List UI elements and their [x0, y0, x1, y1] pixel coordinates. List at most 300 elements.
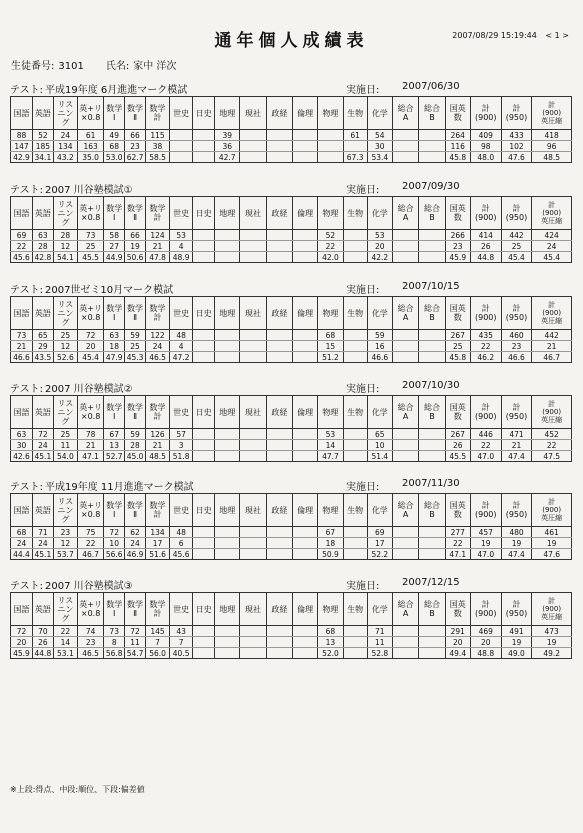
test-name: 2007 川谷塾模試② — [44, 384, 133, 395]
column-header: 英+リ ×0.8 — [77, 197, 103, 230]
score-cell — [392, 352, 418, 363]
test-name: 平成19年度 11月進進マーク模試 — [44, 482, 194, 493]
score-cell: 264 — [445, 130, 470, 141]
column-header: 数学 Ⅱ — [125, 297, 146, 330]
test-name-line — [10, 478, 194, 493]
column-header: 化学 — [367, 197, 392, 230]
score-cell: 71 — [367, 626, 392, 637]
score-cell: 52.6 — [53, 352, 77, 363]
score-cell: 44.8 — [32, 648, 53, 659]
rank-row — [11, 241, 572, 252]
score-cell: 35.0 — [77, 152, 103, 163]
score-cell: 52.7 — [104, 451, 125, 462]
column-header: 総合 B — [419, 593, 445, 626]
score-cell — [215, 429, 240, 440]
score-cell: 51.2 — [318, 352, 343, 363]
score-cell: 15 — [318, 341, 343, 352]
column-header: 生物 — [343, 494, 367, 527]
rank-row — [11, 637, 572, 648]
score-cell — [240, 440, 266, 451]
score-cell: 25 — [53, 330, 77, 341]
score-cell: 48.5 — [145, 451, 169, 462]
score-cell — [215, 538, 240, 549]
score-cell: 452 — [532, 429, 572, 440]
score-cell: 29 — [32, 341, 53, 352]
score-cell: 47.7 — [318, 451, 343, 462]
score-cell: 45.8 — [445, 152, 470, 163]
score-cell: 22 — [11, 241, 33, 252]
score-cell — [343, 241, 367, 252]
score-cell: 52.0 — [318, 648, 343, 659]
score-cell — [293, 429, 318, 440]
score-cell: 23 — [77, 637, 103, 648]
score-cell — [419, 230, 445, 241]
score-cell: 17 — [367, 538, 392, 549]
column-header: 世史 — [170, 297, 193, 330]
score-row — [11, 527, 572, 538]
score-cell: 22 — [470, 341, 501, 352]
header-row — [11, 396, 572, 429]
score-cell — [215, 549, 240, 560]
score-cell — [266, 141, 292, 152]
score-cell — [266, 429, 292, 440]
test-name-line — [10, 181, 133, 196]
score-cell: 11 — [53, 440, 77, 451]
score-cell: 72 — [11, 626, 33, 637]
column-header: 総合 A — [392, 197, 418, 230]
column-header: 数学 計 — [145, 494, 169, 527]
score-cell — [419, 538, 445, 549]
test-header — [10, 379, 572, 395]
column-header: 英+リ ×0.8 — [77, 97, 103, 130]
score-cell: 44.4 — [11, 549, 33, 560]
score-cell: 61 — [343, 130, 367, 141]
score-cell: 480 — [501, 527, 532, 538]
score-cell: 34.1 — [32, 152, 53, 163]
score-cell: 457 — [470, 527, 501, 538]
score-cell: 12 — [53, 538, 77, 549]
score-cell — [419, 549, 445, 560]
rank-row — [11, 341, 572, 352]
score-cell — [193, 637, 215, 648]
column-header: 現社 — [240, 97, 266, 130]
score-cell: 75 — [77, 527, 103, 538]
column-header: 地理 — [215, 494, 240, 527]
column-header: 英+リ ×0.8 — [77, 297, 103, 330]
score-cell — [293, 352, 318, 363]
score-cell — [240, 538, 266, 549]
score-cell: 433 — [501, 130, 532, 141]
score-cell: 446 — [470, 429, 501, 440]
score-cell: 72 — [104, 527, 125, 538]
score-cell — [293, 252, 318, 263]
column-header: 計 (900) 英圧縮 — [532, 197, 572, 230]
score-cell — [240, 527, 266, 538]
score-cell: 45.6 — [11, 252, 33, 263]
score-cell — [193, 352, 215, 363]
column-header: 国英 数 — [445, 494, 470, 527]
score-cell: 147 — [11, 141, 33, 152]
timestamp-value: 2007/08/29 15:19:44 — [452, 31, 537, 40]
score-cell — [266, 648, 292, 659]
test-date: 2007/11/30 — [402, 478, 460, 489]
column-header: 現社 — [240, 593, 266, 626]
score-cell — [193, 549, 215, 560]
score-cell: 45.4 — [532, 252, 572, 263]
score-cell: 21 — [77, 440, 103, 451]
score-cell: 163 — [77, 141, 103, 152]
score-cell — [343, 330, 367, 341]
score-cell — [293, 538, 318, 549]
score-cell: 52.8 — [367, 648, 392, 659]
column-header: 日史 — [193, 593, 215, 626]
score-cell — [215, 637, 240, 648]
score-cell — [215, 451, 240, 462]
score-cell: 43.5 — [32, 352, 53, 363]
score-cell — [240, 451, 266, 462]
score-cell — [343, 451, 367, 462]
score-cell: 28 — [125, 440, 146, 451]
column-header: 数学 計 — [145, 297, 169, 330]
header-row — [11, 297, 572, 330]
score-cell: 24 — [11, 538, 33, 549]
score-cell — [343, 527, 367, 538]
score-cell: 20 — [11, 637, 33, 648]
score-cell: 48.0 — [470, 152, 501, 163]
score-cell — [318, 152, 343, 163]
score-cell: 19 — [501, 538, 532, 549]
score-cell — [240, 130, 266, 141]
column-header: 計 (950) — [501, 494, 532, 527]
column-header: 数学 Ⅰ — [104, 197, 125, 230]
score-cell: 442 — [532, 330, 572, 341]
score-cell: 11 — [367, 637, 392, 648]
score-cell — [293, 451, 318, 462]
score-cell: 46.7 — [532, 352, 572, 363]
column-header: 総合 A — [392, 494, 418, 527]
score-cell: 19 — [532, 538, 572, 549]
column-header: 生物 — [343, 593, 367, 626]
score-cell — [215, 626, 240, 637]
column-header: 倫理 — [293, 197, 318, 230]
column-header: 日史 — [193, 197, 215, 230]
score-cell — [170, 152, 193, 163]
score-cell: 54 — [367, 130, 392, 141]
column-header: 政経 — [266, 97, 292, 130]
score-cell: 68 — [104, 141, 125, 152]
score-cell: 22 — [318, 241, 343, 252]
test-date: 2007/10/30 — [402, 380, 460, 391]
page-title: 通年個人成績表 — [214, 31, 369, 51]
score-cell: 14 — [318, 440, 343, 451]
score-cell: 24 — [53, 130, 77, 141]
column-header: 国語 — [11, 197, 33, 230]
score-cell: 43.2 — [53, 152, 77, 163]
score-cell — [215, 527, 240, 538]
score-table — [10, 196, 572, 263]
score-cell: 58 — [104, 230, 125, 241]
score-row — [11, 130, 572, 141]
column-header: 地理 — [215, 396, 240, 429]
score-cell: 461 — [532, 527, 572, 538]
score-cell: 25 — [77, 241, 103, 252]
column-header: 数学 計 — [145, 396, 169, 429]
score-cell: 491 — [501, 626, 532, 637]
score-cell: 291 — [445, 626, 470, 637]
column-header: 地理 — [215, 593, 240, 626]
column-header: 数学 Ⅰ — [104, 297, 125, 330]
column-header: 計 (900) — [470, 297, 501, 330]
score-cell: 435 — [470, 330, 501, 341]
score-cell: 49.0 — [501, 648, 532, 659]
score-cell: 67 — [104, 429, 125, 440]
score-cell — [240, 330, 266, 341]
test-header — [10, 576, 572, 592]
score-cell: 185 — [32, 141, 53, 152]
column-header: 物理 — [318, 197, 343, 230]
score-cell: 47.6 — [501, 152, 532, 163]
score-cell: 48 — [170, 527, 193, 538]
score-cell: 471 — [501, 429, 532, 440]
score-cell: 51.4 — [367, 451, 392, 462]
score-cell: 49.2 — [532, 648, 572, 659]
score-cell: 19 — [532, 637, 572, 648]
score-cell: 7 — [170, 637, 193, 648]
column-header: 倫理 — [293, 396, 318, 429]
score-cell: 6 — [170, 538, 193, 549]
column-header: リス ニング — [53, 97, 77, 130]
score-cell: 267 — [445, 429, 470, 440]
deviation-row — [11, 152, 572, 163]
score-cell: 45.5 — [445, 451, 470, 462]
score-cell — [419, 130, 445, 141]
score-cell: 68 — [318, 626, 343, 637]
column-header: 化学 — [367, 494, 392, 527]
test-label: テスト: — [10, 482, 43, 493]
column-header: 国英 数 — [445, 396, 470, 429]
score-cell: 21 — [145, 440, 169, 451]
column-header: 化学 — [367, 593, 392, 626]
column-header: 計 (900) — [470, 494, 501, 527]
test-name: 2007世ゼミ10月マーク模試 — [44, 285, 174, 296]
score-table — [10, 96, 572, 163]
score-cell: 54.0 — [53, 451, 77, 462]
score-cell: 47.5 — [532, 451, 572, 462]
score-cell: 126 — [145, 429, 169, 440]
score-cell — [343, 440, 367, 451]
score-cell: 20 — [445, 637, 470, 648]
score-cell — [193, 440, 215, 451]
score-cell — [193, 152, 215, 163]
score-cell — [193, 130, 215, 141]
column-header: 英語 — [32, 396, 53, 429]
column-header: 総合 B — [419, 396, 445, 429]
score-cell: 414 — [470, 230, 501, 241]
score-cell: 49.4 — [445, 648, 470, 659]
column-header: 計 (900) 英圧縮 — [532, 396, 572, 429]
column-header: 数学 計 — [145, 97, 169, 130]
student-name: 家中 洋次 — [133, 61, 177, 72]
footnote: ※上段:得点、中段:順位、下段:偏差値 — [10, 785, 145, 794]
score-cell: 30 — [367, 141, 392, 152]
score-cell: 47.0 — [470, 549, 501, 560]
score-cell: 59 — [367, 330, 392, 341]
score-cell — [392, 440, 418, 451]
score-cell: 23 — [125, 141, 146, 152]
score-cell: 46.7 — [77, 549, 103, 560]
rank-row — [11, 440, 572, 451]
column-header: 数学 Ⅱ — [125, 593, 146, 626]
score-cell: 46.2 — [470, 352, 501, 363]
deviation-row — [11, 549, 572, 560]
column-header: 総合 A — [392, 97, 418, 130]
column-header: 国英 数 — [445, 97, 470, 130]
score-cell: 45.8 — [445, 352, 470, 363]
score-cell — [392, 538, 418, 549]
test-label: テスト: — [10, 581, 43, 592]
score-cell: 51.8 — [170, 451, 193, 462]
test-name: 平成19年度 6月進進マーク模試 — [44, 85, 188, 96]
score-cell — [392, 130, 418, 141]
test-date: 2007/12/15 — [402, 577, 460, 588]
score-cell: 54.7 — [125, 648, 146, 659]
column-header: 国英 数 — [445, 197, 470, 230]
score-cell: 21 — [145, 241, 169, 252]
date-label: 実施日: — [346, 581, 380, 592]
score-cell: 19 — [125, 241, 146, 252]
score-cell — [215, 241, 240, 252]
score-cell — [392, 152, 418, 163]
score-cell: 67.3 — [343, 152, 367, 163]
date-label: 実施日: — [346, 185, 380, 196]
score-cell: 18 — [104, 341, 125, 352]
score-cell: 267 — [445, 330, 470, 341]
test-header — [10, 180, 572, 196]
score-cell — [392, 648, 418, 659]
score-cell — [419, 252, 445, 263]
score-cell: 47.6 — [532, 549, 572, 560]
score-cell: 65 — [32, 330, 53, 341]
score-cell: 8 — [104, 637, 125, 648]
score-cell: 42.9 — [11, 152, 33, 163]
score-cell: 24 — [145, 341, 169, 352]
score-cell: 24 — [32, 538, 53, 549]
score-cell: 49 — [104, 130, 125, 141]
score-cell: 46.9 — [125, 549, 146, 560]
score-cell: 53.4 — [367, 152, 392, 163]
score-cell — [266, 352, 292, 363]
score-cell: 22 — [445, 538, 470, 549]
score-cell: 52 — [32, 130, 53, 141]
score-cell: 45.0 — [125, 451, 146, 462]
score-cell: 42.6 — [11, 451, 33, 462]
score-cell: 72 — [125, 626, 146, 637]
score-cell — [193, 648, 215, 659]
score-cell — [293, 130, 318, 141]
column-header: 総合 B — [419, 97, 445, 130]
column-header: 倫理 — [293, 297, 318, 330]
score-cell: 48 — [170, 330, 193, 341]
column-header: 国語 — [11, 494, 33, 527]
column-header: 英語 — [32, 97, 53, 130]
score-cell: 473 — [532, 626, 572, 637]
score-cell: 469 — [470, 626, 501, 637]
column-header: 数学 Ⅱ — [125, 396, 146, 429]
score-cell — [193, 241, 215, 252]
score-cell — [343, 230, 367, 241]
score-cell — [318, 130, 343, 141]
date-label: 実施日: — [346, 384, 380, 395]
score-cell — [392, 626, 418, 637]
test-section — [10, 477, 572, 560]
score-cell: 424 — [532, 230, 572, 241]
score-cell — [240, 648, 266, 659]
column-header: 化学 — [367, 297, 392, 330]
test-label: テスト: — [10, 185, 43, 196]
score-cell: 47.4 — [501, 549, 532, 560]
test-name: 2007 川谷塾模試① — [44, 185, 133, 196]
score-cell: 45.4 — [501, 252, 532, 263]
deviation-row — [11, 252, 572, 263]
score-table — [10, 592, 572, 659]
column-header: 倫理 — [293, 494, 318, 527]
score-cell: 21 — [532, 341, 572, 352]
score-cell — [240, 352, 266, 363]
test-section — [10, 180, 572, 263]
column-header: 化学 — [367, 97, 392, 130]
column-header: リス ニング — [53, 297, 77, 330]
score-cell: 65 — [367, 429, 392, 440]
score-cell — [215, 440, 240, 451]
header-row — [11, 197, 572, 230]
test-name-line — [10, 281, 173, 296]
rank-row — [11, 538, 572, 549]
score-cell: 45.4 — [77, 352, 103, 363]
score-cell: 266 — [445, 230, 470, 241]
score-cell: 63 — [11, 429, 33, 440]
score-cell: 56.8 — [104, 648, 125, 659]
column-header: 数学 Ⅰ — [104, 97, 125, 130]
column-header: 数学 Ⅰ — [104, 593, 125, 626]
print-timestamp — [452, 31, 569, 40]
column-header: 計 (900) 英圧縮 — [532, 297, 572, 330]
score-cell: 24 — [532, 241, 572, 252]
score-cell — [193, 429, 215, 440]
score-cell: 24 — [32, 440, 53, 451]
column-header: 国語 — [11, 297, 33, 330]
score-cell: 145 — [145, 626, 169, 637]
score-cell — [240, 637, 266, 648]
score-cell: 46.5 — [77, 648, 103, 659]
column-header: 世史 — [170, 593, 193, 626]
score-cell — [240, 241, 266, 252]
score-cell — [193, 330, 215, 341]
column-header: 計 (900) 英圧縮 — [532, 593, 572, 626]
score-cell: 48.8 — [470, 648, 501, 659]
score-cell: 47.9 — [104, 352, 125, 363]
score-cell: 58.5 — [145, 152, 169, 163]
column-header: 政経 — [266, 396, 292, 429]
column-header: 計 (900) — [470, 97, 501, 130]
score-cell: 22 — [53, 626, 77, 637]
header-row — [11, 593, 572, 626]
score-cell: 21 — [11, 341, 33, 352]
score-cell: 53.7 — [53, 549, 77, 560]
score-cell: 48.9 — [170, 252, 193, 263]
test-header — [10, 80, 572, 96]
score-cell: 10 — [367, 440, 392, 451]
score-cell — [419, 440, 445, 451]
